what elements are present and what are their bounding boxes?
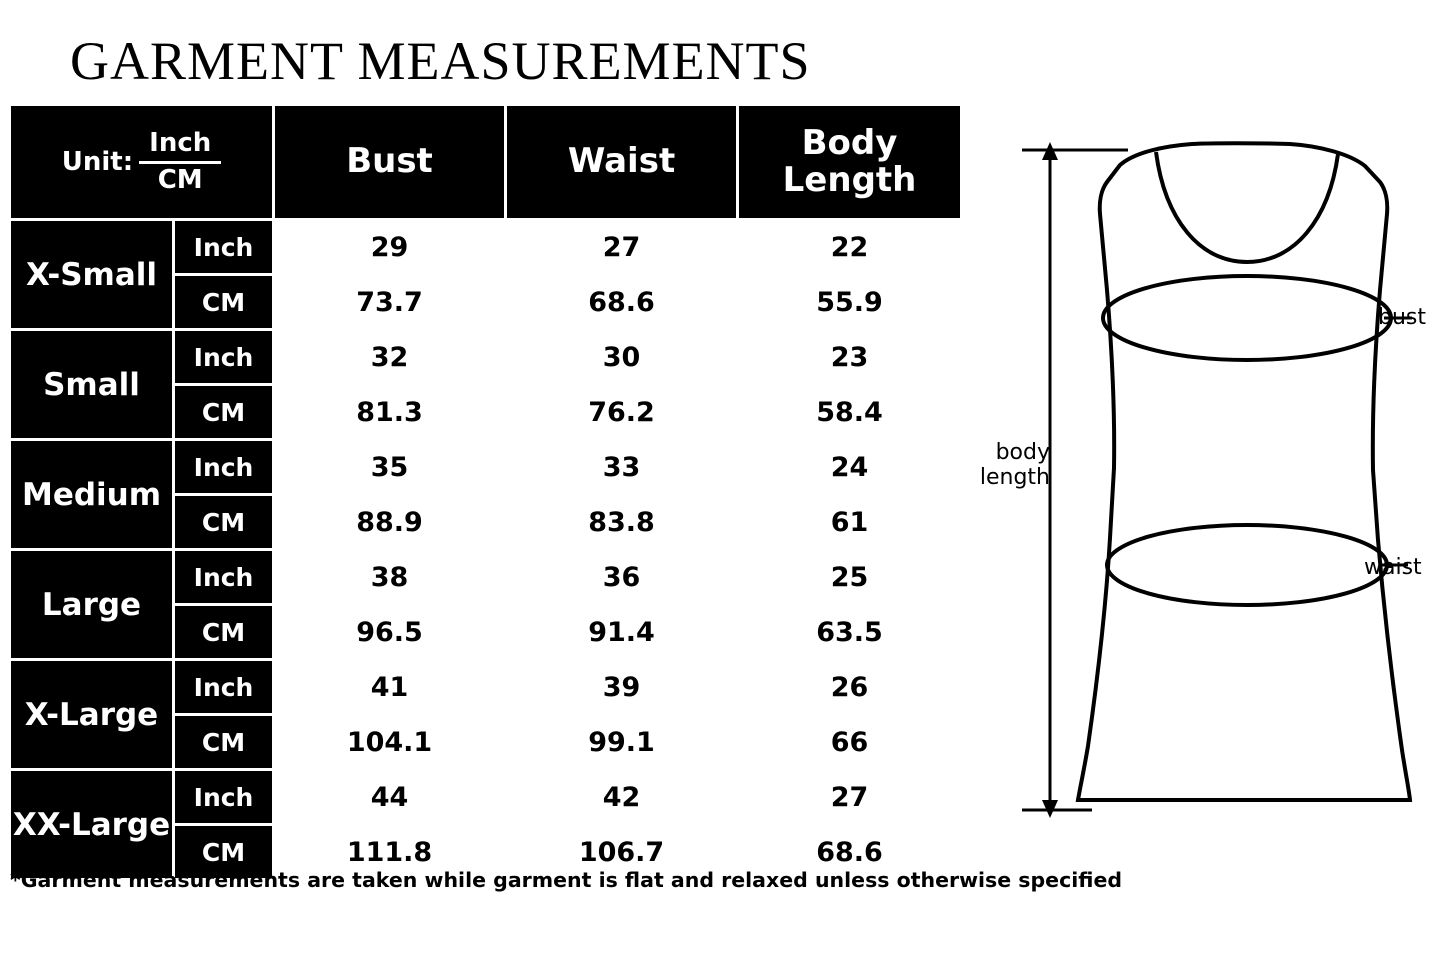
table-row [10, 330, 962, 385]
unit-cell-cm: CM [174, 385, 274, 440]
unit-header-cell [10, 105, 274, 220]
cell-waist-inch: 33 [506, 440, 738, 495]
unit-cell-inch: Inch [174, 330, 274, 385]
cell-length-inch: 25 [738, 550, 962, 605]
unit-cell-inch: Inch [174, 660, 274, 715]
cell-waist-cm: 91.4 [506, 605, 738, 660]
measurements-table [8, 103, 963, 881]
column-header-bust: Bust [274, 105, 506, 220]
footnote-text: *Garment measurements are taken while garment is flat and relaxed unless otherwise specified [10, 868, 1123, 892]
unit-cell-cm: CM [174, 825, 274, 880]
size-label-small: Small [10, 330, 174, 440]
diagram-label-body-length-line1: body [995, 440, 1050, 465]
column-header-waist: Waist [506, 105, 738, 220]
size-label-x-small: X-Small [10, 220, 174, 330]
table-row [10, 220, 962, 275]
cell-length-inch: 26 [738, 660, 962, 715]
unit-header-inch: Inch [139, 129, 221, 164]
measurements-table-container [8, 103, 960, 881]
cell-length-cm: 58.4 [738, 385, 962, 440]
diagram-label-body-length-line2: length [979, 465, 1050, 491]
cell-waist-cm: 76.2 [506, 385, 738, 440]
unit-label: Unit: [61, 147, 134, 177]
unit-cell-inch: Inch [174, 550, 274, 605]
cell-length-cm: 61 [738, 495, 962, 550]
cell-waist-inch: 42 [506, 770, 738, 825]
cell-bust-cm: 81.3 [274, 385, 506, 440]
cell-bust-inch: 32 [274, 330, 506, 385]
unit-cell-cm: CM [174, 275, 274, 330]
cell-waist-cm: 68.6 [506, 275, 738, 330]
cell-waist-inch: 36 [506, 550, 738, 605]
cell-length-inch: 23 [738, 330, 962, 385]
unit-cell-cm: CM [174, 605, 274, 660]
cell-waist-cm: 83.8 [506, 495, 738, 550]
size-label-xx-large: XX-Large [10, 770, 174, 880]
cell-bust-inch: 41 [274, 660, 506, 715]
page-title: GARMENT MEASUREMENTS [70, 31, 811, 91]
cell-length-inch: 24 [738, 440, 962, 495]
unit-cell-inch: Inch [174, 220, 274, 275]
column-header-body-length: Body Length [738, 105, 962, 220]
garment-diagram [960, 110, 1445, 850]
cell-bust-cm: 96.5 [274, 605, 506, 660]
unit-cell-cm: CM [174, 715, 274, 770]
cell-bust-inch: 44 [274, 770, 506, 825]
cell-waist-inch: 27 [506, 220, 738, 275]
unit-header-cm: CM [157, 164, 203, 195]
table-row [10, 660, 962, 715]
cell-length-inch: 27 [738, 770, 962, 825]
cell-bust-cm: 104.1 [274, 715, 506, 770]
cell-waist-cm: 106.7 [506, 825, 738, 880]
unit-cell-cm: CM [174, 495, 274, 550]
table-header-row [10, 105, 962, 220]
cell-length-cm: 63.5 [738, 605, 962, 660]
cell-length-cm: 55.9 [738, 275, 962, 330]
diagram-label-body-length [968, 440, 1050, 491]
cell-waist-inch: 30 [506, 330, 738, 385]
cell-bust-inch: 29 [274, 220, 506, 275]
cell-bust-cm: 88.9 [274, 495, 506, 550]
table-row [10, 550, 962, 605]
cell-waist-inch: 39 [506, 660, 738, 715]
cell-bust-cm: 73.7 [274, 275, 506, 330]
size-label-large: Large [10, 550, 174, 660]
cell-length-cm: 66 [738, 715, 962, 770]
unit-cell-inch: Inch [174, 770, 274, 825]
diagram-label-bust: bust [1378, 305, 1426, 330]
cell-bust-inch: 35 [274, 440, 506, 495]
size-label-x-large: X-Large [10, 660, 174, 770]
diagram-label-waist: waist [1364, 555, 1422, 580]
table-row [10, 440, 962, 495]
unit-cell-inch: Inch [174, 440, 274, 495]
size-label-medium: Medium [10, 440, 174, 550]
cell-bust-inch: 38 [274, 550, 506, 605]
cell-length-inch: 22 [738, 220, 962, 275]
table-row [10, 770, 962, 825]
cell-waist-cm: 99.1 [506, 715, 738, 770]
cell-length-cm: 68.6 [738, 825, 962, 880]
cell-bust-cm: 111.8 [274, 825, 506, 880]
